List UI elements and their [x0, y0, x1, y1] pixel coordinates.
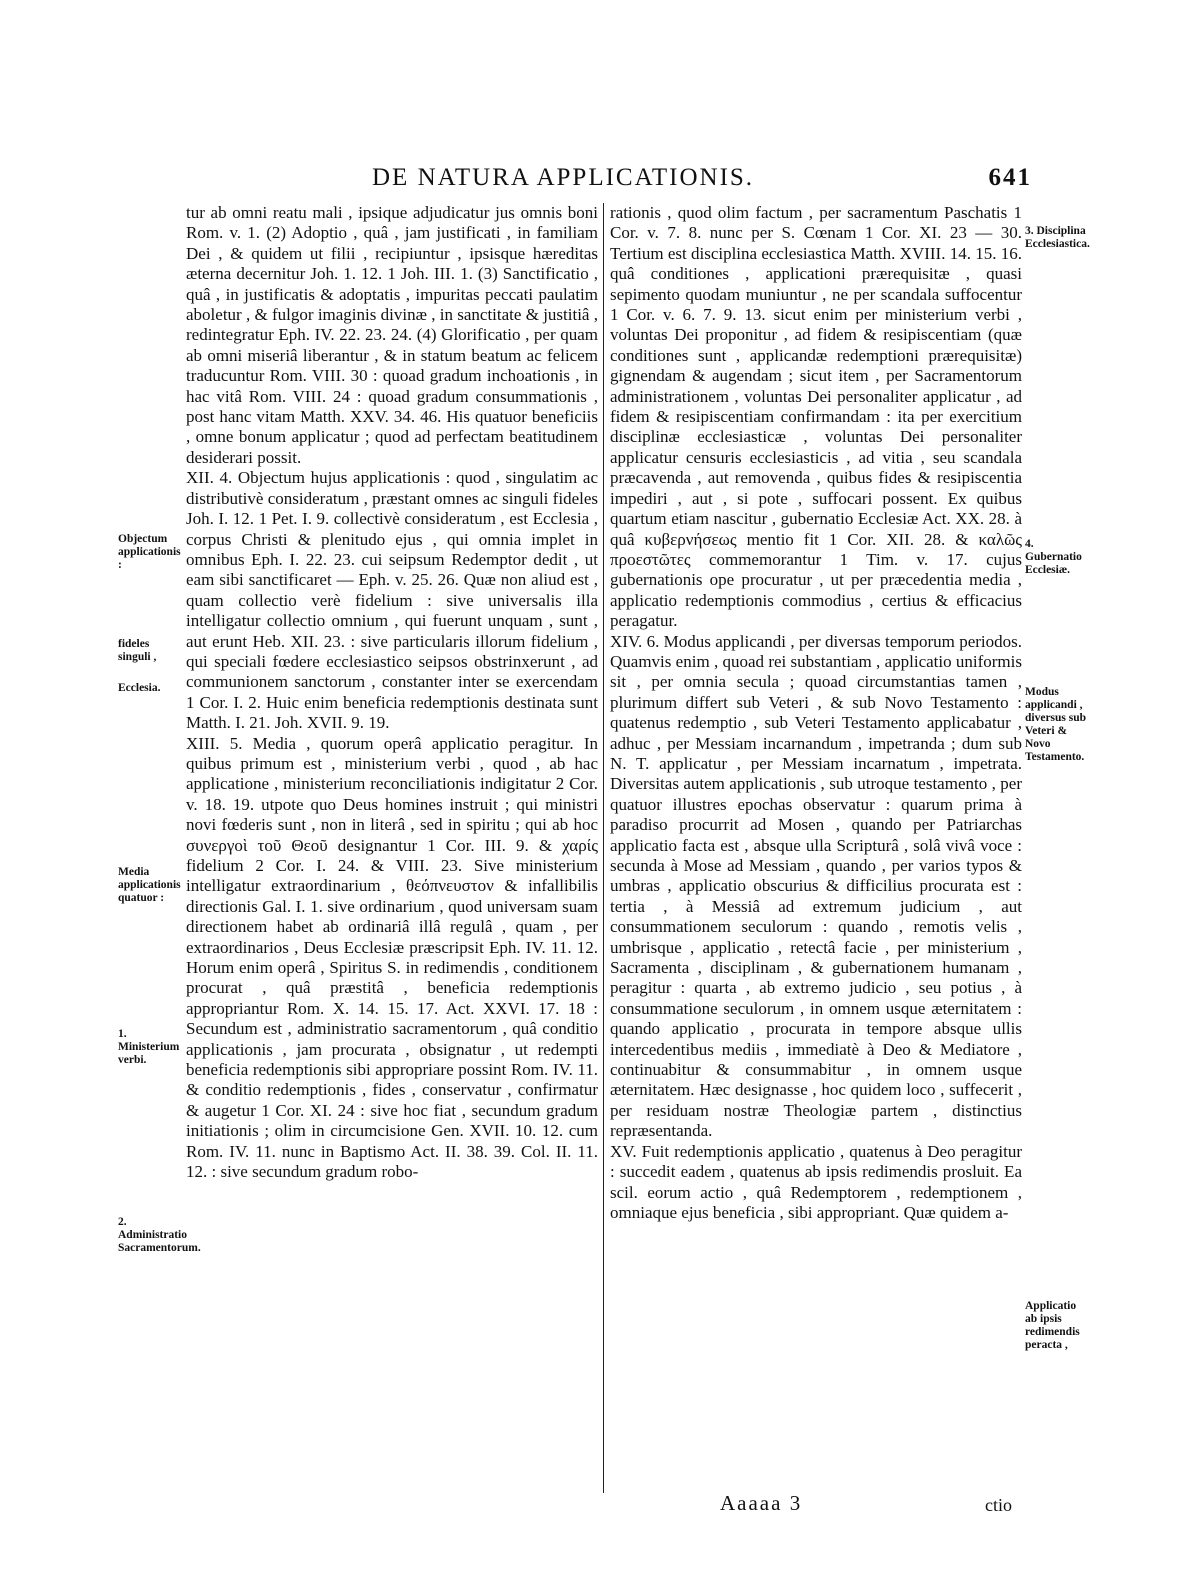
margin-note-disciplina: 3. Disciplina Ecclesiastica.	[1025, 225, 1090, 250]
right-paragraph-3: XV. Fuit redemptionis applicatio , quatenus à Deo peragitur : succedit eadem , quatenus ab ipsis redimendis prosluit. Ea scil. eorum actio , quâ Redemptorem , redemptionem , omniaque ejus beneficia , sibi appropriant. Quæ quidem a-	[610, 1141, 1022, 1222]
running-header	[372, 164, 1032, 198]
margin-note-applicatio: Applicatio ab ipsis redimendis peracta ,	[1025, 1300, 1080, 1351]
right-paragraph-2: XIV. 6. Modus applicandi , per diversas temporum periodos. Quamvis enim , quoad rei substantiam , applicatio uniformis sit , per omnia secula ; quoad circumstantias tamen , plurimum differt sub Veteri , & sub Novo Testamento : quatenus redemptio , sub Veteri Testamento applicabatur , adhuc , per Messiam incarnandum , impetranda ; dum sub N. T. applicatur , per Messiam incarnatum , impetrata. Diversitas autem applicationis , sub utroque testamento , per quatuor illustres epochas observatur : quarum prima à paradiso procurrit ad Mosen , quando per Patriarchas applicatio facta est , absque ulla Scripturâ , solâ vivâ voce : secunda à Mose ad Messiam , quando , per varios typos & umbras , applicatio obscurius & difficilius procurata est : tertia , à Messiâ ad extremum judicium , aut consummationem seculorum : quando , remotis velis , umbrisque , applicatio , retectâ facie , per ministerium , Sacramenta , disciplinam , & gubernationem humanam , peragitur : quarta , ab extremo judicio , seu potius , à consummatione seculorum , in omnem usque æternitatem : quando applicatio , procurata in tempore absque ullis intercedentibus mediis , immediatè à Deo & Mediatore , continuabitur & consummabitur , in omnem usque æternitatem. Hæc designasse , hoc quidem loco , suffecerit , per residuam nostræ Theologiæ partem , distinctius repræsentanda.	[610, 631, 1022, 1141]
column-divider	[603, 203, 604, 1493]
margin-note-modus: Modus applicandi , diversus sub Veteri & Novo Testamento.	[1025, 686, 1087, 763]
catchword: ctio	[985, 1495, 1012, 1515]
margin-note-objectum: Objectum applicationis :	[118, 533, 181, 571]
left-paragraph-1: tur ab omni reatu mali , ipsique adjudicatur jus omnis boni Rom. v. 1. (2) Adoptio , quâ , jam justificati , in familiam Dei , & quidem ut filii , recipiuntur , ipsisque hæreditas æterna decernitur Joh. 1. 12. 1 Joh. III. 1. (3) Sanctificatio , quâ , in justificatis & adoptatis , impuritas peccati paulatim aboletur , & fulgor imaginis divinæ , in sanctitate & justitiâ , redintegratur Eph. IV. 22. 23. 24. (4) Glorificatio , per quam ab omni miseriâ liberantur , & in statum beatum ac felicem traducuntur Rom. VIII. 30 : quoad gradum inchoationis , in hac vitâ Rom. VIII. 24 : quoad gradum consummationis , post hanc vitam Matth. XXV. 34. 46. His quatuor beneficiis , omne bonum applicatur ; quod ad perfectam beatitudinem desiderari possit.	[186, 203, 598, 467]
margin-note-gubernatio: 4. Gubernatio Ecclesiæ.	[1025, 538, 1082, 576]
right-column	[610, 203, 1022, 1223]
margin-note-fideles: fideles singuli ,	[118, 638, 157, 663]
page-number: 641	[988, 164, 1032, 191]
left-paragraph-3: XIII. 5. Media , quorum operâ applicatio peragitur. In quibus primum est , ministerium verbi , quod , ab hac applicatione , ministerium reconciliationis indigitatur 2 Cor. v. 18. 19. utpote quo Deus homines instruit ; qui ministri novi fœderis sunt , non in literâ , sed in spiritu ; qui ab hoc συνεργοὶ τοῦ Θεοῦ designantur 1 Cor. III. 9. & χαρίς fidelium 2 Cor. I. 24. & VIII. 23. Sive ministerium intelligatur extraordinarium , θεόπνευστον & infallibilis directionis Gal. I. 1. sive ordinarium , quod universam suam directionem habet ab ordinariâ illâ regulâ , quam , per extraordinarios , Deus Ecclesiæ præscripsit Eph. IV. 11. 12. Horum enim operâ , Spiritus S. in redimendis , conditionem procurat , quâ præstitâ , beneficia redemptionis appropriantur Rom. X. 14. 15. 17. Act. XXVI. 17. 18 : Secundum est , administratio sacramentorum , quâ conditio applicationis , jam procurata , obsignatur , ut redempti beneficia redemptionis sibi appropriare possint Rom. IV. 11. & conditio redemptionis , fides , conservatur , confirmatur & augetur 1 Cor. XI. 24 : sive hoc fiat , secundum gradum initiationis ; olim in circumcisione Gen. XVII. 10. 12. cum Rom. IV. 11. nunc in Baptismo Act. II. 38. 39. Col. II. 11. 12. : sive secundum gradum robo-	[186, 733, 598, 1182]
margin-note-media: Media applicationis quatuor :	[118, 866, 181, 904]
margin-note-ministerium: 1. Ministerium verbi.	[118, 1028, 180, 1066]
left-paragraph-2: XII. 4. Objectum hujus applicationis : quod , singulatim ac distributivè consideratum , præstant omnes ac singuli fideles Joh. I. 12. 1 Pet. I. 9. collectivè consideratum , est Ecclesia , corpus Christi & plenitudo ejus , qui omnia implet in omnibus Eph. I. 22. 23. cui seipsum Redemptor dedit , ut eam sibi sanctificaret — Eph. v. 25. 26. Quæ non aliud est , quam collectio verè fidelium : sive universalis illa intelligatur collectio omnium , qui fuerunt unquam , sunt , aut erunt Heb. XII. 23. : sive particularis illorum fidelium , qui speciali fœdere ecclesiastico seipsos obstrinxerunt , ad communionem sanctorum , constanter inter se exercendam 1 Cor. I. 2. Huic enim beneficia redemptionis destinata sunt Matth. I. 21. Joh. XVII. 9. 19.	[186, 468, 598, 733]
header-title: DE NATURA APPLICATIONIS.	[372, 164, 755, 191]
margin-note-ecclesia: Ecclesia.	[118, 682, 161, 694]
margin-note-administratio: 2. Administratio Sacramentorum.	[118, 1216, 201, 1254]
left-column	[186, 203, 598, 1183]
signature-mark: Aaaaa 3	[720, 1491, 803, 1515]
right-paragraph-1: rationis , quod olim factum , per sacramentum Paschatis 1 Cor. v. 7. 8. nunc per S. Cœnam 1 Cor. XI. 23 — 30. Tertium est disciplina ecclesiastica Matth. XVIII. 14. 15. 16. quâ conditiones , applicationi prærequisitæ , quasi sepimento quodam muniuntur , ne per scandala suffocentur 1 Cor. v. 6. 7. 9. 13. sicut enim per ministerium verbi , voluntas Dei proponitur , ad fidem & resipiscentiam (quæ conditiones sunt , applicandæ redemptioni prærequisitæ) gignendam & augendam ; sicut item , per Sacramentorum administrationem , voluntas Dei personaliter applicatur , ad fidem & resipiscentiam confirmandam : ita per exercitium disciplinæ ecclesiasticæ , voluntas Dei personaliter applicatur censuris ecclesiasticis , ad vitia , seu scandala præcavenda , aut removenda , quibus fides & resipiscentia impediri , aut , si pote , suffocari possent. Ex quibus quartum etiam nascitur , gubernatio Ecclesiæ Act. XX. 28. à quâ κυβερνήσεως mentio fit 1 Cor. XII. 28. & καλῶς προεστῶτες commemorantur 1 Tim. v. 17. cujus gubernationis ope procuratur , ut per præcedentia media , applicatio redemptionis commodius , certius & efficacius peragatur.	[610, 203, 1022, 631]
